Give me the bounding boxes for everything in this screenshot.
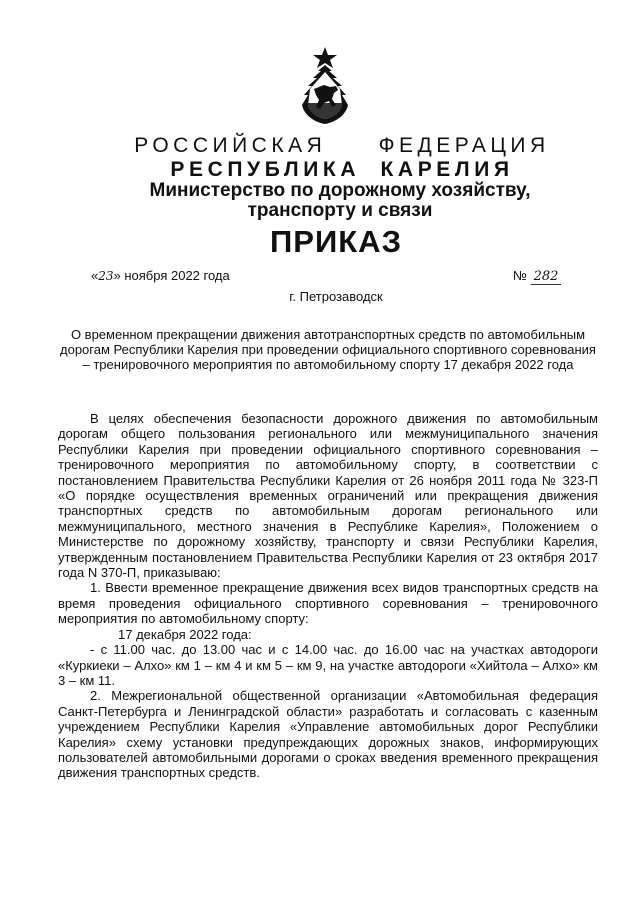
item-2-paragraph: 2. Межрегиональной общественной организации «Автомобильная федерация Санкт-Петербурга и Ленинградской области» разработать и согласовать с казенным учреждением Республики Карелия «Управление автомобильных дорог Республики Карелия» схему установки предупреждающих дорожных знаков, информирующих пользователей автомобильными дорогами о сроках введения временного прекращения движения транспортных средств. (58, 688, 598, 781)
item-1-date: 17 декабря 2022 года: (118, 626, 252, 642)
number-value-handwritten: 282 (531, 269, 562, 285)
document-body (58, 411, 598, 781)
document-title: ПРИКАЗ (270, 224, 402, 259)
republic-header: РЕСПУБЛИКА КАРЕЛИЯ (170, 158, 514, 181)
date-day-handwritten: 23 (98, 269, 114, 283)
item-1-detail: - с 11.00 час. до 13.00 час и с 14.00 час. до 16.00 час на участках автодороги «Куркиеки – Алхо» км 1 – км 4 и км 5 – км 9, на участке автодороги «Хийтола – Алхо» км 3 – км 11. (58, 642, 598, 688)
country-header: РОССИЙСКАЯ ФЕДЕРАЦИЯ (134, 134, 550, 157)
document-subject: О временном прекращении движения автотранспортных средств по автомобильным дорогам Республики Карелия при проведении официального спортивного соревнования – тренировочного мероприятия по автомобильному спорту 17 декабря 2022 года (60, 327, 596, 372)
document-city: г. Петрозаводск (289, 289, 383, 304)
ministry-name-line2: транспорту и связи (247, 200, 433, 221)
document-date (91, 268, 230, 283)
number-label: № (513, 268, 527, 283)
ministry-name-line1: Министерство по дорожному хозяйству, (149, 180, 531, 201)
date-month-year: » ноября 2022 года (113, 268, 230, 283)
document-number (513, 268, 561, 284)
karelia-coat-of-arms-emblem (296, 45, 354, 125)
preamble-paragraph: В целях обеспечения безопасности дорожного движения по автомобильным дорогам общего пользования регионального или межмуниципального значения Республики Карелия при проведении официального спортивного соревнования – тренировочного мероприятия по автомобильному спорту, в соответствии с постановлением Правительства Республики Карелия от 26 ноября 2011 года № 323-П «О порядке осуществления временных ограничений или прекращения движения транспортных средств по автомобильным дорогам регионального или межмуниципального, местного значения в Республике Карелия», Положением о Министерстве по дорожному хозяйству, транспорту и связи Республики Карелия, утвержденным постановлением Правительства Республики Карелия от 23 октября 2017 года N 370-П, приказываю: (58, 411, 598, 581)
date-open-quote: « (91, 268, 99, 283)
item-1-paragraph: 1. Ввести временное прекращение движения всех видов транспортных средств на время проведения официального спортивного соревнования – тренировочного мероприятия по автомобильному спорту: (58, 580, 598, 627)
